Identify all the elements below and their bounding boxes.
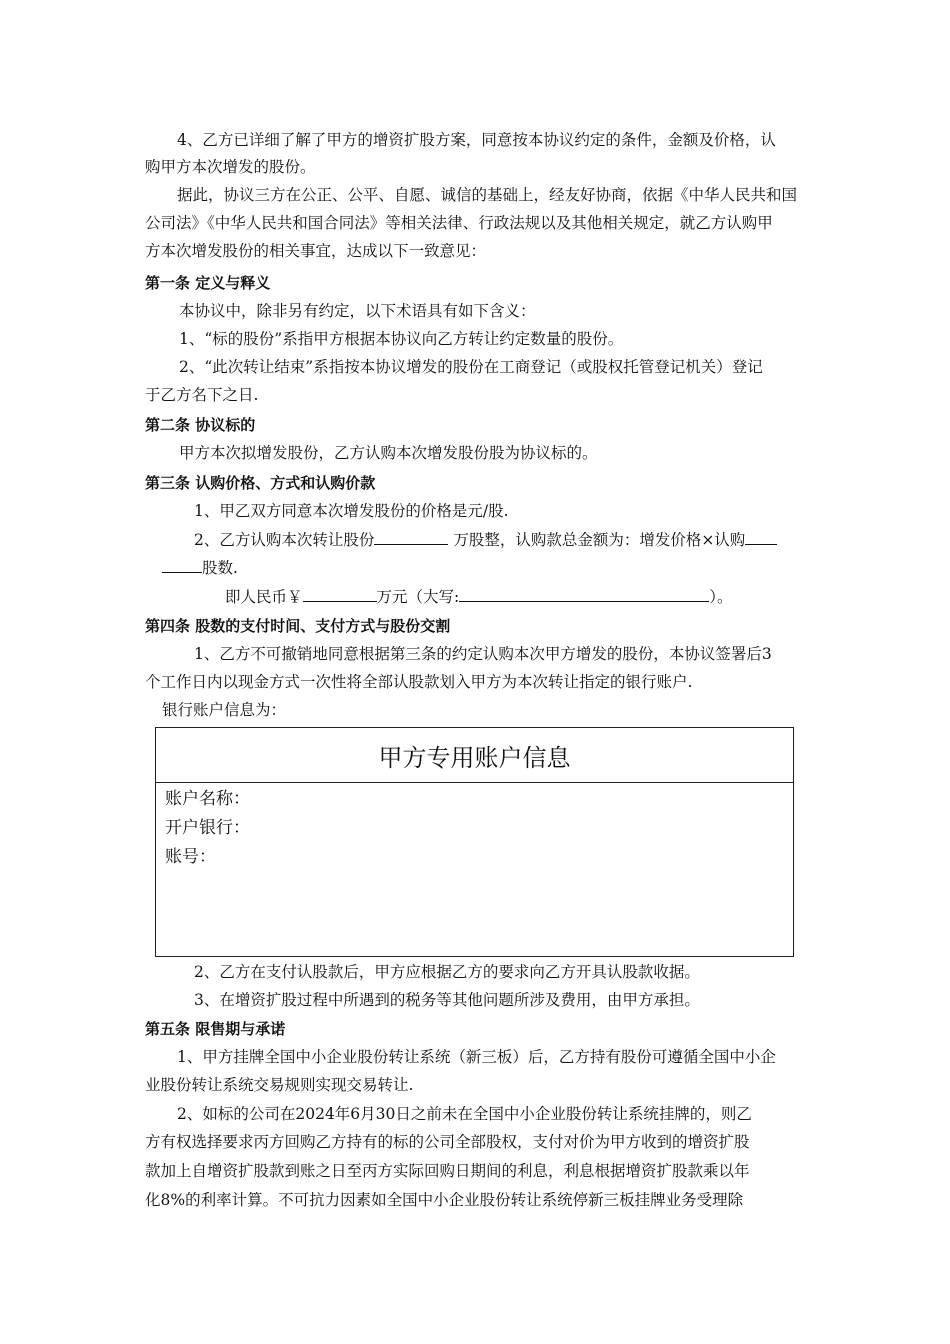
article-2-text: 甲方本次拟增发股份，乙方认购本次增发股份股为协议标的。 (179, 444, 598, 462)
shares-blank-b[interactable] (162, 558, 202, 573)
account-info-table (155, 727, 794, 957)
rmb-capital-blank[interactable] (459, 587, 709, 602)
article-5-item-2-line-2: 方有权选择要求丙方回购乙方持有的标的公司全部股权，支付对价为甲方收到的增资扩股 (145, 1133, 750, 1151)
article-5-item-1-line-1: 1、甲方挂牌全国中小企业股份转让系统（新三板）后，乙方持有股份可遵循全国中小企 (177, 1048, 776, 1066)
item-2-text-c: 股数. (202, 559, 238, 577)
rmb-label: 即人民币￥ (225, 588, 303, 606)
article-5-item-2-line-4: 化8%的利率计算。不可抗力因素如全国中小企业股份转让系统停新三板挂牌业务受理除 (145, 1191, 744, 1209)
article-1-heading: 第一条 定义与释义 (145, 274, 271, 292)
article-1-item-2-line-2: 于乙方名下之日. (145, 386, 259, 404)
article-5-heading: 第五条 限售期与承诺 (145, 1020, 286, 1038)
rmb-amount-blank[interactable] (303, 587, 377, 602)
paragraph-5-line-1: 据此，协议三方在公正、公平、自愿、诚信的基础上，经友好协商，依据《中华人民共和国 (177, 186, 798, 204)
item-2-text-b: 万股整，认购款总金额为：增发价格×认购 (453, 531, 746, 549)
article-3-item-2-cont (162, 558, 238, 578)
article-4-item-1-line-1: 1、乙方不可撤销地同意根据第三条的约定认购本次甲方增发的股份，本协议签署后3 (194, 645, 772, 663)
article-3-rmb-line (225, 587, 733, 607)
article-4-heading: 第四条 股数的支付时间、支付方式与股份交割 (145, 617, 451, 635)
article-1-intro: 本协议中，除非另有约定，以下术语具有如下含义： (179, 302, 536, 320)
article-1-item-2-line-1: 2、“此次转让结束”系指按本协议增发的股份在工商登记（或股权托管登记机关）登记 (179, 358, 763, 376)
article-5-item-2-line-3: 款加上自增资扩股款到账之日至丙方实际回购日期间的利息，利息根据增资扩股款乘以年 (145, 1162, 750, 1180)
article-4-item-2: 2、乙方在支付认股款后，甲方应根据乙方的要求向乙方开具认股款收据。 (194, 963, 700, 981)
article-2-heading: 第二条 协议标的 (145, 416, 256, 434)
item-2-text-a: 2、乙方认购本次转让股份 (194, 531, 375, 549)
article-4-item-1-line-2: 个工作日内以现金方式一次性将全部认股款划入甲方为本次转让指定的银行账户. (145, 673, 693, 691)
article-5-item-1-line-2: 业股份转让系统交易规则实现交易转让. (145, 1076, 414, 1094)
rmb-close: ）。 (709, 588, 733, 606)
article-3-item-2 (194, 530, 777, 550)
bank-info-intro: 银行账户信息为： (162, 701, 287, 719)
account-bank-label: 开户银行： (165, 818, 250, 838)
article-5-item-2-line-1: 2、如标的公司在2024年6月30日之前未在全国中小企业股份转让系统挂牌的，则乙 (177, 1105, 752, 1123)
article-4-item-3: 3、在增资扩股过程中所遇到的税务等其他问题所涉及费用，由甲方承担。 (194, 991, 700, 1009)
share-count-blank[interactable] (374, 530, 448, 545)
paragraph-4-line-2: 购甲方本次增发的股份。 (145, 158, 316, 176)
article-1-item-1: 1、“标的股份”系指甲方根据本协议向乙方转让约定数量的股份。 (179, 330, 624, 348)
shares-blank-a[interactable] (745, 530, 777, 545)
article-3-item-1: 1、甲乙双方同意本次增发股份的价格是元/股. (194, 502, 509, 520)
paragraph-4-line-1: 4、乙方已详细了解了甲方的增资扩股方案，同意按本协议约定的条件，金额及价格，认 (177, 131, 776, 149)
paragraph-5-line-2: 公司法》《中华人民共和国合同法》等相关法律、行政法规以及其他相关规定，就乙方认购甲 (145, 214, 773, 232)
account-number-label: 账号： (165, 847, 216, 867)
article-3-heading: 第三条 认购价格、方式和认购价款 (145, 474, 376, 492)
account-name-label: 账户名称： (165, 789, 250, 809)
account-table-title: 甲方专用账户信息 (156, 728, 793, 783)
paragraph-5-line-3: 方本次增发股份的相关事宜，达成以下一致意见： (145, 242, 487, 260)
rmb-unit: 万元（大写: (376, 588, 460, 606)
